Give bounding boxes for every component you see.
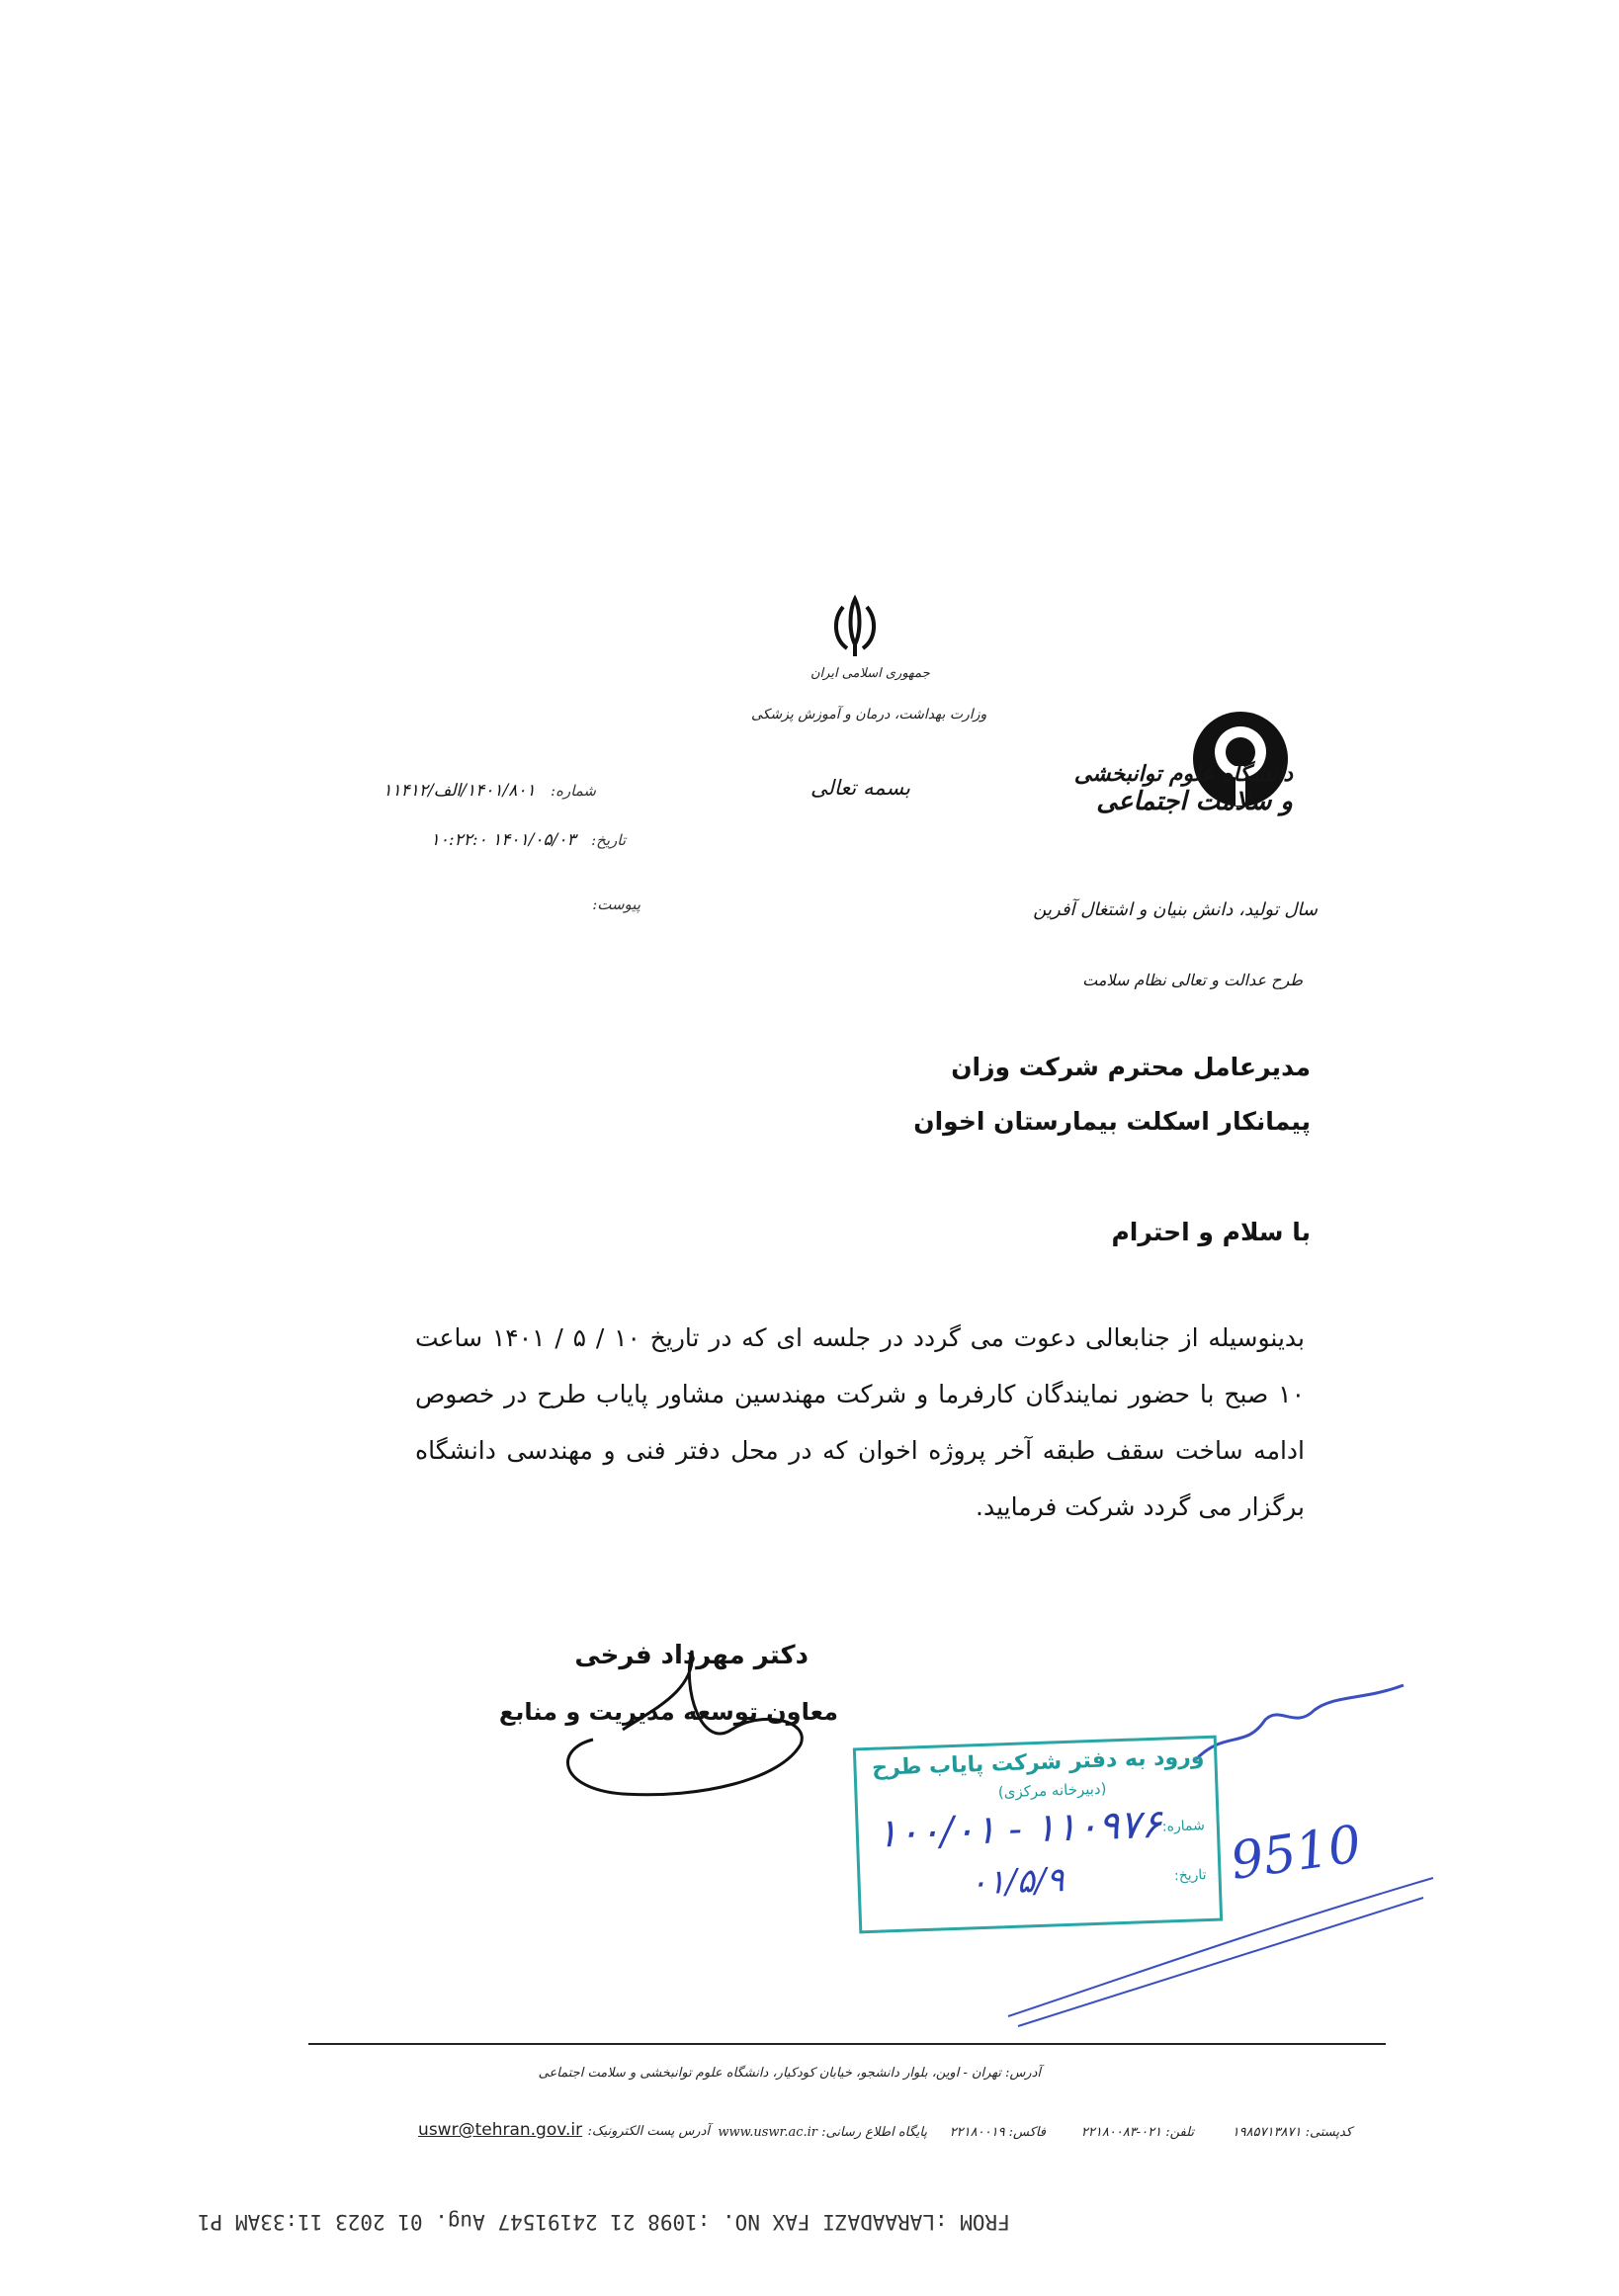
number-label: شماره: [551, 782, 596, 800]
greeting: با سلام و احترام [1111, 1218, 1311, 1246]
footer-address: آدرس: تهران - اوین، بلوار دانشجو، خیابان کودکیار، دانشگاه علوم توانبخشی و سلامت اجتماعی [538, 2066, 1041, 2081]
recipient-line-1: مدیرعامل محترم شرکت وزان [951, 1053, 1311, 1081]
handwritten-remark [1186, 1660, 1413, 1779]
signatory-name: دکتر مهرداد فرخی [574, 1641, 809, 1670]
body-paragraph: بدینوسیله از جنابعالی دعوت می گردد در جلسه ای که در تاریخ ۱۰ / ۵ / ۱۴۰۱ ساعت ۱۰ صبح با حضور نمایندگان کارفرما و شرکت مهندسین مشاور پایاب طرح در خصوص ادامه ساخت سقف طبقه آخر پروژه اخوان که در محل دفتر فنی و مهندسی دانشگاه برگزار می گردد شرکت فرمایید. [415, 1323, 1305, 1521]
university-name-line-2: و سلامت اجتماعی [1096, 787, 1293, 816]
date-label: تاریخ: [591, 831, 626, 849]
letter-date [431, 830, 626, 850]
receipt-stamp [853, 1736, 1223, 1934]
signatory-title: معاون توسعه مدیریت و منابع [498, 1698, 838, 1726]
footer-website-group [718, 2125, 927, 2140]
footer-postal-code: کدپستی: ۱۹۸۵۷۱۳۸۷۱ [1232, 2125, 1352, 2140]
stamp-number-label: شماره: [1161, 1818, 1206, 1835]
university-name-line-1: دانشگاه علوم توانبخشی [1073, 761, 1293, 787]
iran-emblem-icon [825, 593, 885, 660]
plan-slogan: طرح عدالت و تعالی نظام سلامت [1082, 971, 1303, 989]
gov-line-1: جمهوری اسلامی ایران [810, 666, 930, 681]
handwritten-signature [534, 1631, 830, 1809]
recipient-line-2: پیمانکار اسکلت بیمارستان اخوان [913, 1107, 1311, 1136]
footer-fax: فاکس: ۲۲۱۸۰۰۱۹ [949, 2125, 1046, 2140]
year-slogan: سال تولید، دانش بنیان و اشتغال آفرین [1033, 899, 1318, 920]
attachment-label: پیوست: [592, 895, 640, 913]
number-value: ۱۴۰۱/۸۰۱/الف/۱۱۴۱۲ [383, 781, 536, 801]
footer-email-label: آدرس پست الکترونیک: [587, 2124, 710, 2139]
stamp-date-label: تاریخ: [1173, 1867, 1207, 1885]
footer-site-label: پایگاه اطلاع رسانی: [821, 2125, 927, 2140]
gov-line-2: وزارت بهداشت، درمان و آموزش پزشکی [751, 707, 987, 723]
footer-phone: تلفن: ۰۲۱-۲۲۱۸۰۰۸۳ [1080, 2125, 1194, 2140]
letter-body [415, 1310, 1305, 1535]
footer-rule [308, 2043, 1386, 2045]
footer-email: uswr@tehran.gov.ir [418, 2120, 583, 2140]
footer-website: www.uswr.ac.ir [718, 2125, 817, 2140]
date-value: ۱۴۰۱/۰۵/۰۳ ۱۰:۲۲:۰ [430, 830, 576, 850]
stamp-title: ورود به دفتر شرکت پایاب طرح [871, 1744, 1205, 1781]
fax-transmission-header: FROM :LARAADAZI FAX NO. :1098 21 24191547 Aug. 01 2023 11:33AM P1 [198, 2210, 1010, 2234]
handwritten-number: 9510 [1227, 1815, 1365, 1892]
letter-number [383, 781, 596, 801]
stamp-number-value: ۱۰۰/۰۱ - ۱۱۰۹۷۶ [876, 1801, 1163, 1857]
stamp-subtitle: (دبیرخانه مرکزی) [997, 1779, 1107, 1802]
stamp-date-value: ۰۱/۵/۹ [968, 1860, 1065, 1904]
attachment [582, 894, 640, 914]
bismillah: بسمه تعالی [810, 776, 910, 800]
university-name [1056, 761, 1293, 816]
footer-email-group [418, 2120, 710, 2140]
